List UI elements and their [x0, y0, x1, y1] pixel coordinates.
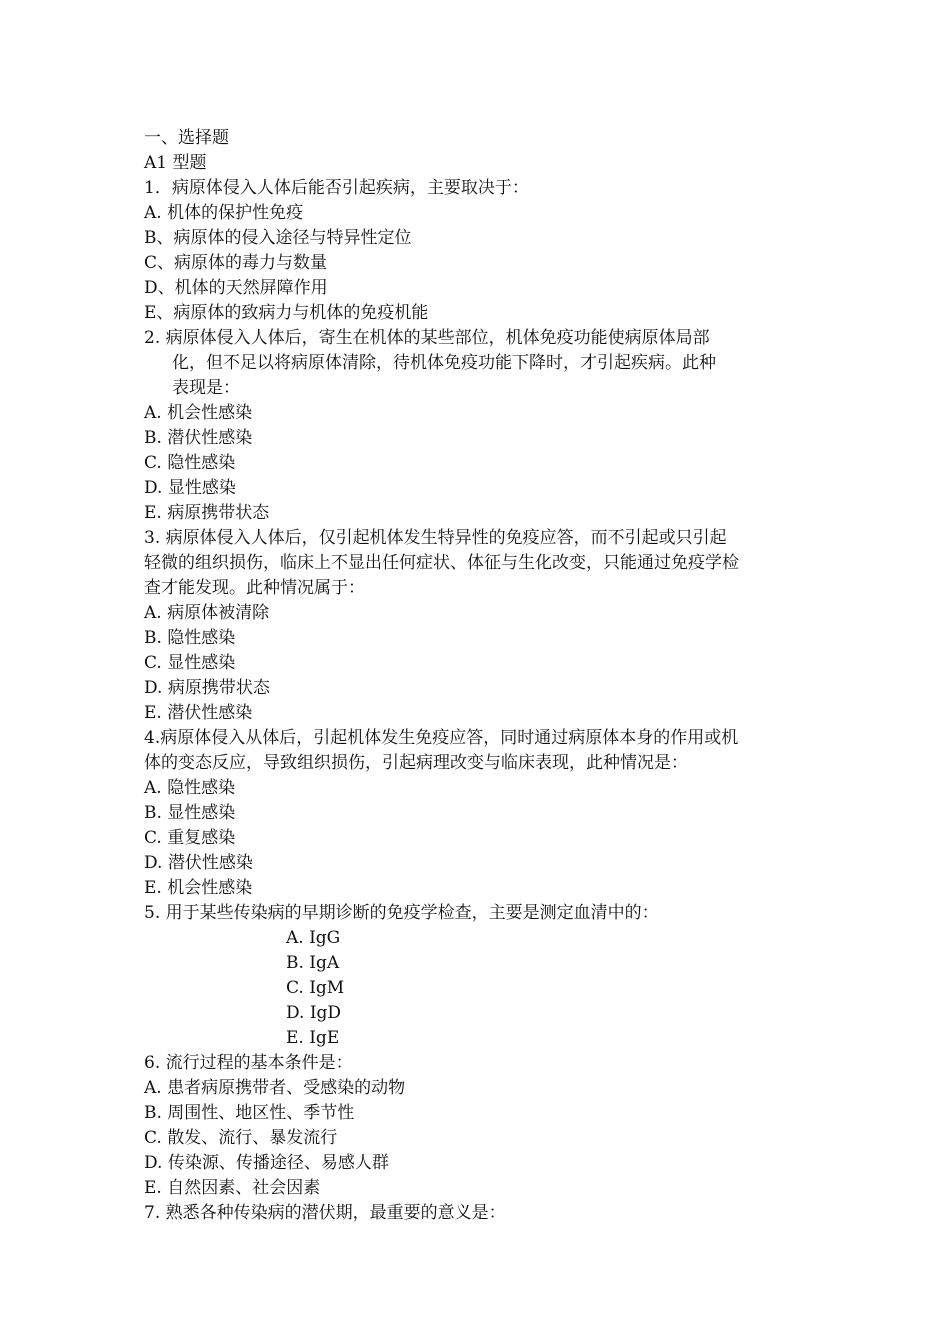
option-line: B. 潜伏性感染 [144, 428, 253, 448]
option-line: B. 周围性、地区性、季节性 [144, 1103, 355, 1123]
option-line: B、病原体的侵入途径与特异性定位 [144, 228, 412, 248]
question-1: 1．病原体侵入人体后能否引起疾病，主要取决于： [144, 178, 529, 198]
option-line: C. 显性感染 [144, 653, 236, 673]
question-4: 4.病原体侵入从体后，引起机体发生免疫应答，同时通过病原体本身的作用或机 [144, 728, 739, 748]
question-2-cont: 化，但不足以将病原体清除，待机体免疫功能下降时，才引起疾病。此种 [172, 353, 716, 373]
option-line: D. 传染源、传播途径、易感人群 [144, 1153, 389, 1173]
option-line: E. 机会性感染 [144, 878, 253, 898]
option-line: C. IgM [286, 978, 345, 998]
question-4-cont: 体的变态反应，导致组织损伤，引起病理改变与临床表现，此种情况是： [144, 753, 688, 773]
option-line: D. 潜伏性感染 [144, 853, 253, 873]
question-6: 6. 流行过程的基本条件是： [144, 1053, 353, 1073]
option-line: E. 潜伏性感染 [144, 703, 253, 723]
question-5: 5. 用于某些传染病的早期诊断的免疫学检查，主要是测定血清中的： [144, 903, 659, 923]
option-line: E. 自然因素、社会因素 [144, 1178, 321, 1198]
option-line: A. 病原体被清除 [144, 603, 270, 623]
option-line: B. IgA [286, 953, 340, 973]
option-line: A. 隐性感染 [144, 778, 236, 798]
option-line: C、病原体的毒力与数量 [144, 253, 328, 273]
section-title: 一、选择题 [144, 128, 229, 148]
option-line: D. 病原携带状态 [144, 678, 270, 698]
option-line: B. 显性感染 [144, 803, 236, 823]
option-line: C. 隐性感染 [144, 453, 236, 473]
question-3-cont: 轻微的组织损伤，临床上不显出任何症状、体征与生化改变，只能通过免疫学检 [144, 553, 739, 573]
option-line: A. 机体的保护性免疫 [144, 203, 304, 223]
option-line: D. 显性感染 [144, 478, 236, 498]
option-line: D. IgD [286, 1003, 342, 1023]
question-3-cont: 查才能发现。此种情况属于： [144, 578, 365, 598]
question-type: A1 型题 [144, 153, 207, 173]
option-line: B. 隐性感染 [144, 628, 236, 648]
option-line: C. 重复感染 [144, 828, 236, 848]
option-line: A. IgG [286, 928, 341, 948]
question-7: 7. 熟悉各种传染病的潜伏期，最重要的意义是： [144, 1203, 506, 1223]
option-line: E. 病原携带状态 [144, 503, 270, 523]
option-line: D、机体的天然屏障作用 [144, 278, 328, 298]
question-2: 2. 病原体侵入人体后，寄生在机体的某些部位，机体免疫功能使病原体局部 [144, 328, 710, 348]
question-3: 3. 病原体侵入人体后，仅引起机体发生特异性的免疫应答，而不引起或只引起 [144, 528, 727, 548]
option-line: A. 患者病原携带者、受感染的动物 [144, 1078, 406, 1098]
option-line: E. IgE [286, 1028, 340, 1048]
option-line: E、病原体的致病力与机体的免疫机能 [144, 303, 429, 323]
option-line: C. 散发、流行、暴发流行 [144, 1128, 338, 1148]
option-line: A. 机会性感染 [144, 403, 253, 423]
question-2-cont: 表现是： [172, 378, 240, 398]
